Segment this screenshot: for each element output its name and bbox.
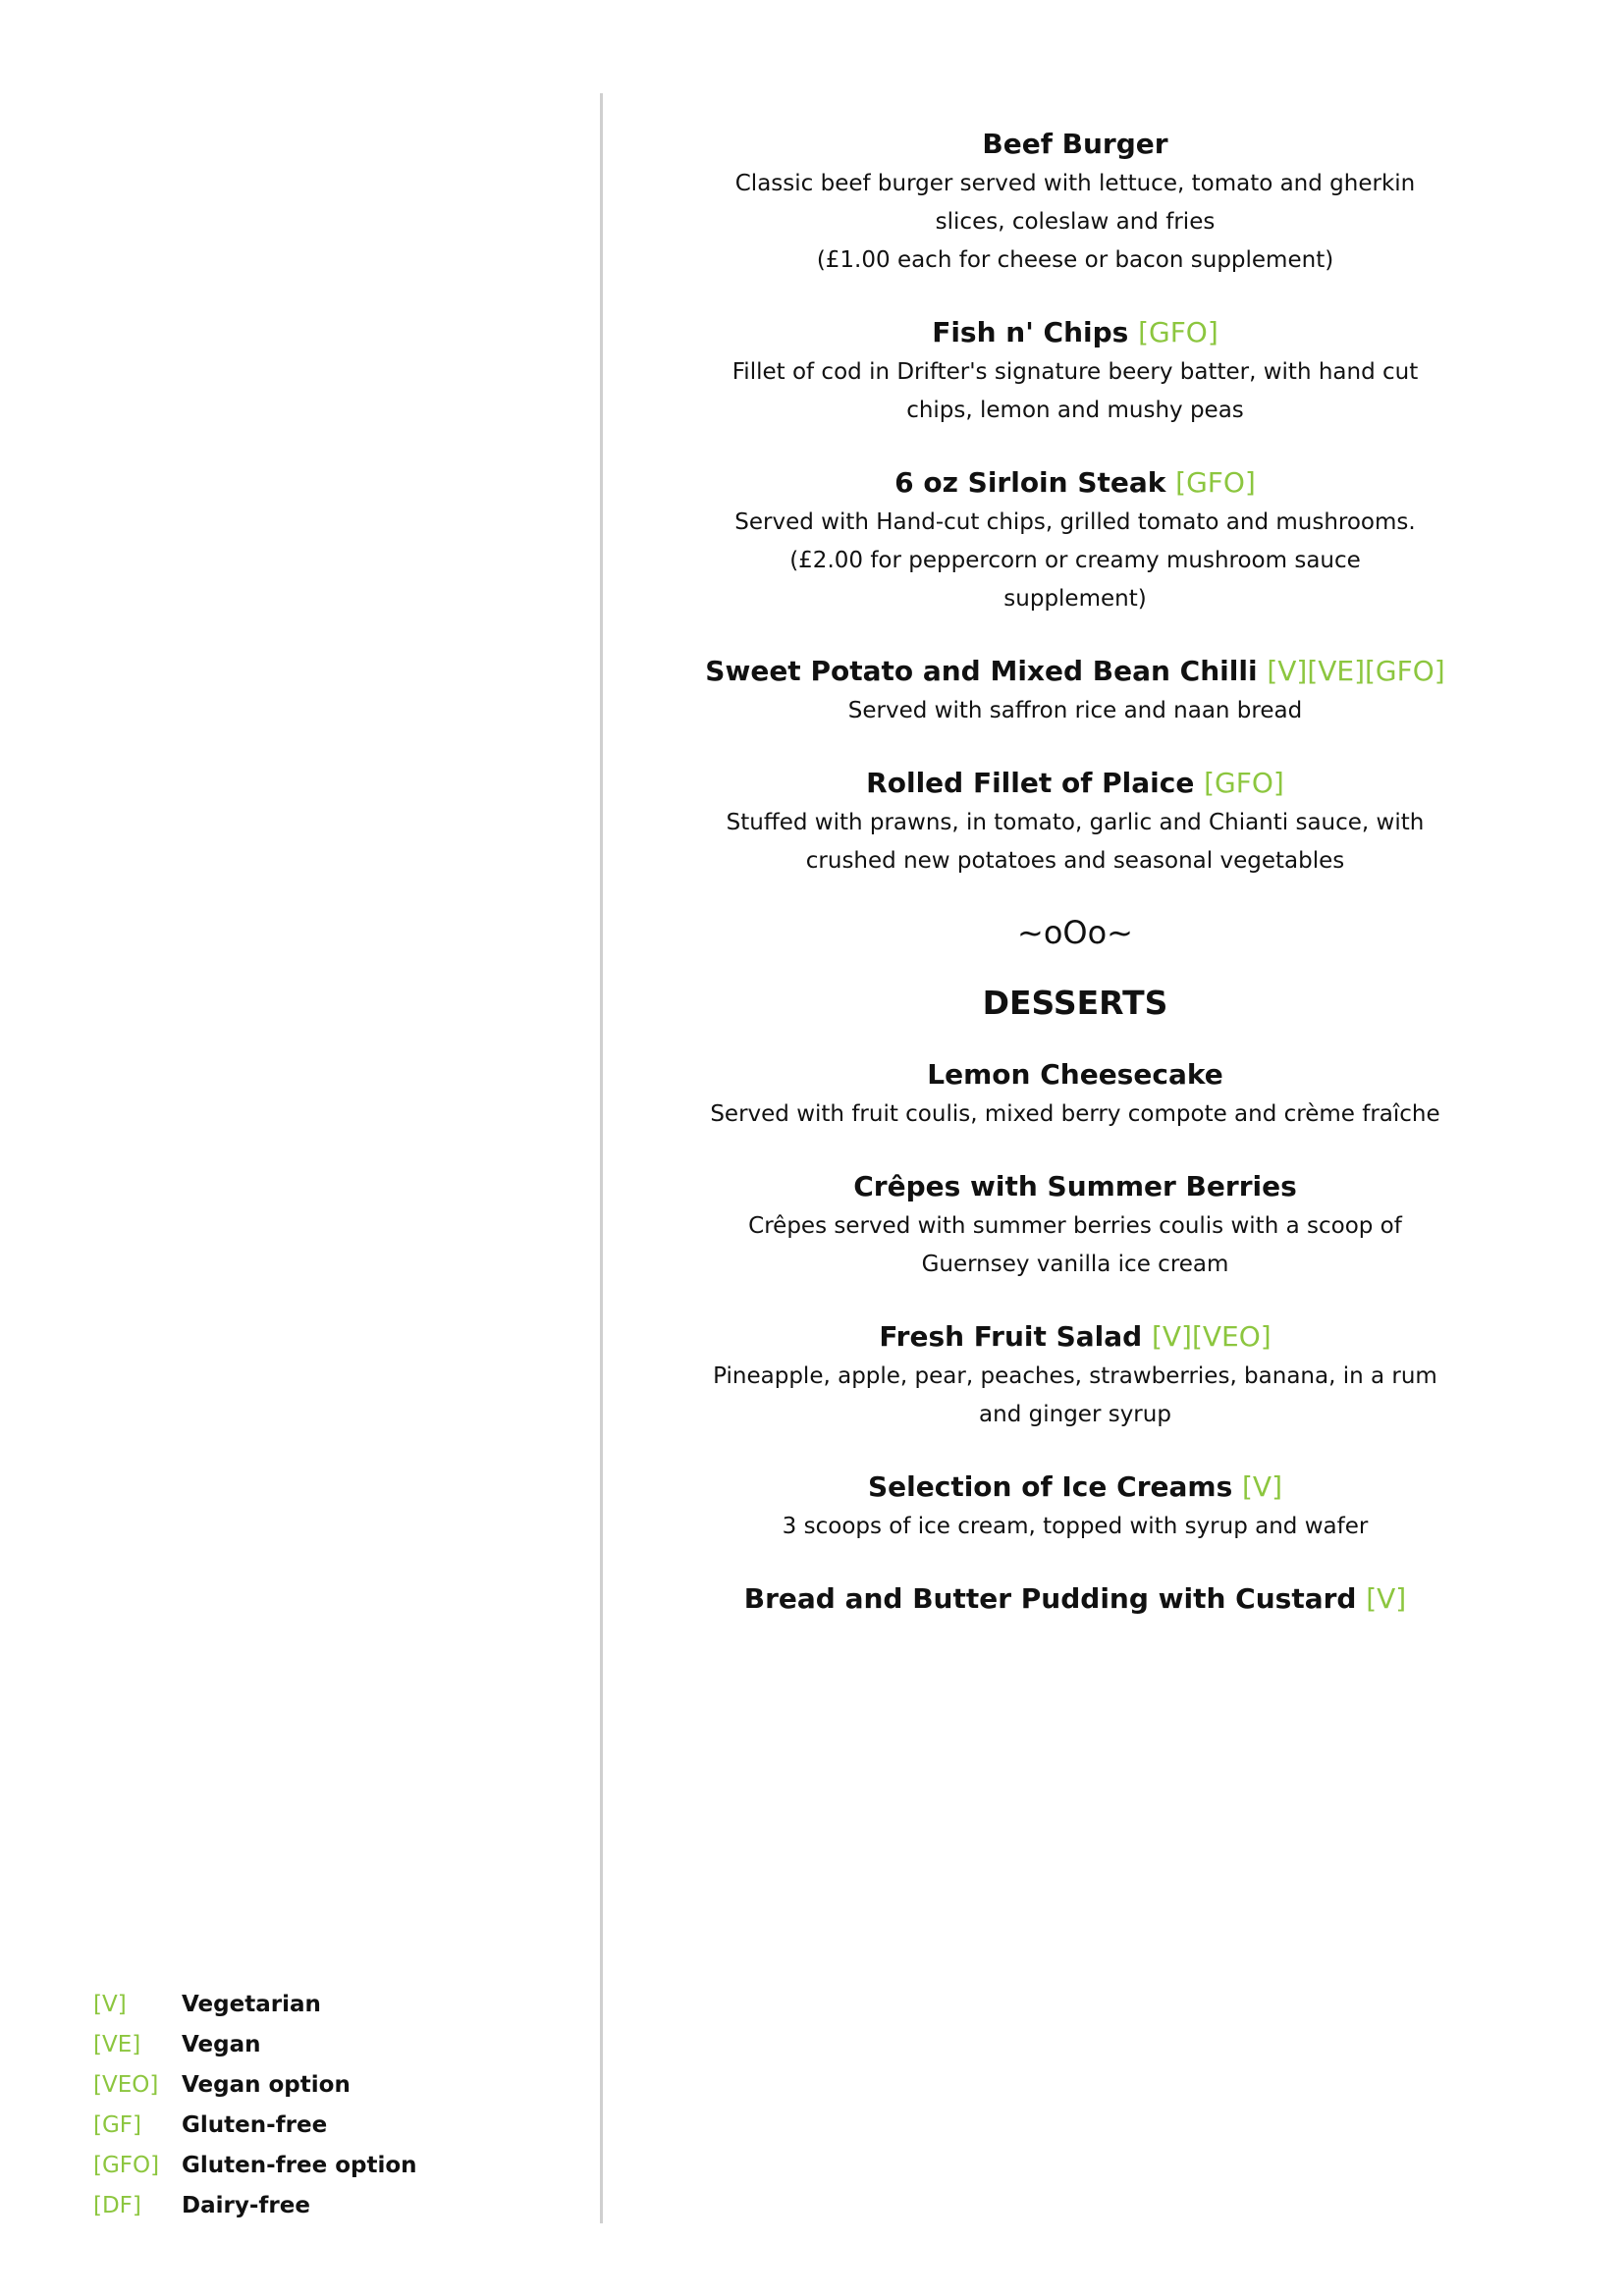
dietary-tags: [V][VE][GFO] [1267, 655, 1445, 687]
legend-label: Gluten-free option [182, 2153, 417, 2178]
legend-label: Vegan [182, 2032, 261, 2057]
item-description-line: Guernsey vanilla ice cream [921, 1252, 1229, 1277]
menu-item [702, 651, 1448, 730]
legend-code: [VEO] [93, 2072, 159, 2098]
menu-item [702, 1578, 1448, 1620]
item-title: Fresh Fruit Salad [879, 1320, 1143, 1353]
item-description-line: Fillet of cod in Drifter's signature beery batter, with hand cut [731, 359, 1419, 385]
desserts-list [702, 1054, 1448, 1620]
item-title: Lemon Cheesecake [927, 1058, 1223, 1091]
item-name [702, 763, 1448, 804]
item-description-line: Pineapple, apple, pear, peaches, strawberries, banana, in a rum [713, 1363, 1437, 1389]
dietary-tags: [V] [1241, 1470, 1282, 1503]
item-name [702, 1054, 1448, 1095]
legend-row [93, 1985, 565, 2025]
legend-label: Vegetarian [182, 1992, 321, 2017]
menu-item [702, 1054, 1448, 1134]
item-title: 6 oz Sirloin Steak [894, 466, 1166, 499]
item-title: Bread and Butter Pudding with Custard [743, 1582, 1357, 1615]
legend-row [93, 2106, 565, 2146]
item-description-line: slices, coleslaw and fries [935, 209, 1216, 235]
item-title: Sweet Potato and Mixed Bean Chilli [705, 655, 1258, 687]
menu-item [702, 763, 1448, 881]
item-description-line: and ginger syrup [979, 1402, 1171, 1427]
item-description-line: Crêpes served with summer berries coulis with a scoop of [748, 1213, 1402, 1239]
dietary-tags: [V][VEO] [1151, 1320, 1272, 1353]
menu-item [702, 462, 1448, 618]
item-description-line: chips, lemon and mushy peas [906, 398, 1244, 423]
item-description-line: (£2.00 for peppercorn or creamy mushroom sauce [789, 548, 1361, 573]
mains-list [702, 124, 1448, 881]
item-name [702, 462, 1448, 504]
legend-row [93, 2025, 565, 2065]
item-description-line: Served with fruit coulis, mixed berry compote and crème fraîche [710, 1101, 1440, 1127]
legend-code: [DF] [93, 2193, 141, 2218]
item-description-line: (£1.00 each for cheese or bacon supplement) [816, 247, 1334, 273]
item-title: Rolled Fillet of Plaice [866, 767, 1195, 799]
legend-row [93, 2146, 565, 2186]
legend-row [93, 2065, 565, 2106]
item-description-line: supplement) [1003, 586, 1147, 612]
item-name [702, 1166, 1448, 1207]
legend-label: Vegan option [182, 2072, 351, 2098]
item-name [702, 1578, 1448, 1620]
item-name [702, 124, 1448, 165]
menu-item [702, 124, 1448, 280]
menu-item [702, 1166, 1448, 1284]
legend-row [93, 2186, 565, 2226]
legend-code: [VE] [93, 2032, 141, 2057]
dietary-tags: [GFO] [1175, 466, 1256, 499]
menu-item [702, 1316, 1448, 1434]
dietary-legend [93, 1985, 565, 2226]
item-description-line: Classic beef burger served with lettuce, tomato and gherkin [734, 171, 1416, 196]
dietary-tags: [GFO] [1138, 316, 1218, 348]
item-description-line: Served with Hand-cut chips, grilled tomato and mushrooms. [734, 509, 1416, 535]
menu-column [702, 124, 1448, 1652]
section-separator: ~oOo~ [1017, 914, 1133, 951]
item-name [702, 312, 1448, 353]
item-description-line: Served with saffron rice and naan bread [847, 698, 1303, 723]
item-description-line: Stuffed with prawns, in tomato, garlic and Chianti sauce, with [726, 810, 1425, 835]
column-divider [600, 93, 603, 2223]
legend-code: [V] [93, 1992, 127, 2017]
legend-code: [GF] [93, 2112, 141, 2138]
item-title: Beef Burger [982, 128, 1168, 160]
dietary-tags: [V] [1366, 1582, 1407, 1615]
item-description-line: 3 scoops of ice cream, topped with syrup and wafer [782, 1514, 1369, 1539]
legend-label: Gluten-free [182, 2112, 328, 2138]
menu-item [702, 1467, 1448, 1546]
item-name [702, 1316, 1448, 1358]
item-title: Selection of Ice Creams [867, 1470, 1233, 1503]
dietary-tags: [GFO] [1204, 767, 1284, 799]
item-name [702, 1467, 1448, 1508]
legend-code: [GFO] [93, 2153, 160, 2178]
item-name [702, 651, 1448, 692]
item-title: Fish n' Chips [932, 316, 1129, 348]
menu-item [702, 312, 1448, 430]
item-title: Crêpes with Summer Berries [853, 1170, 1297, 1202]
desserts-heading: DESSERTS [982, 984, 1168, 1022]
item-description-line: crushed new potatoes and seasonal vegetables [805, 848, 1345, 874]
legend-label: Dairy-free [182, 2193, 310, 2218]
